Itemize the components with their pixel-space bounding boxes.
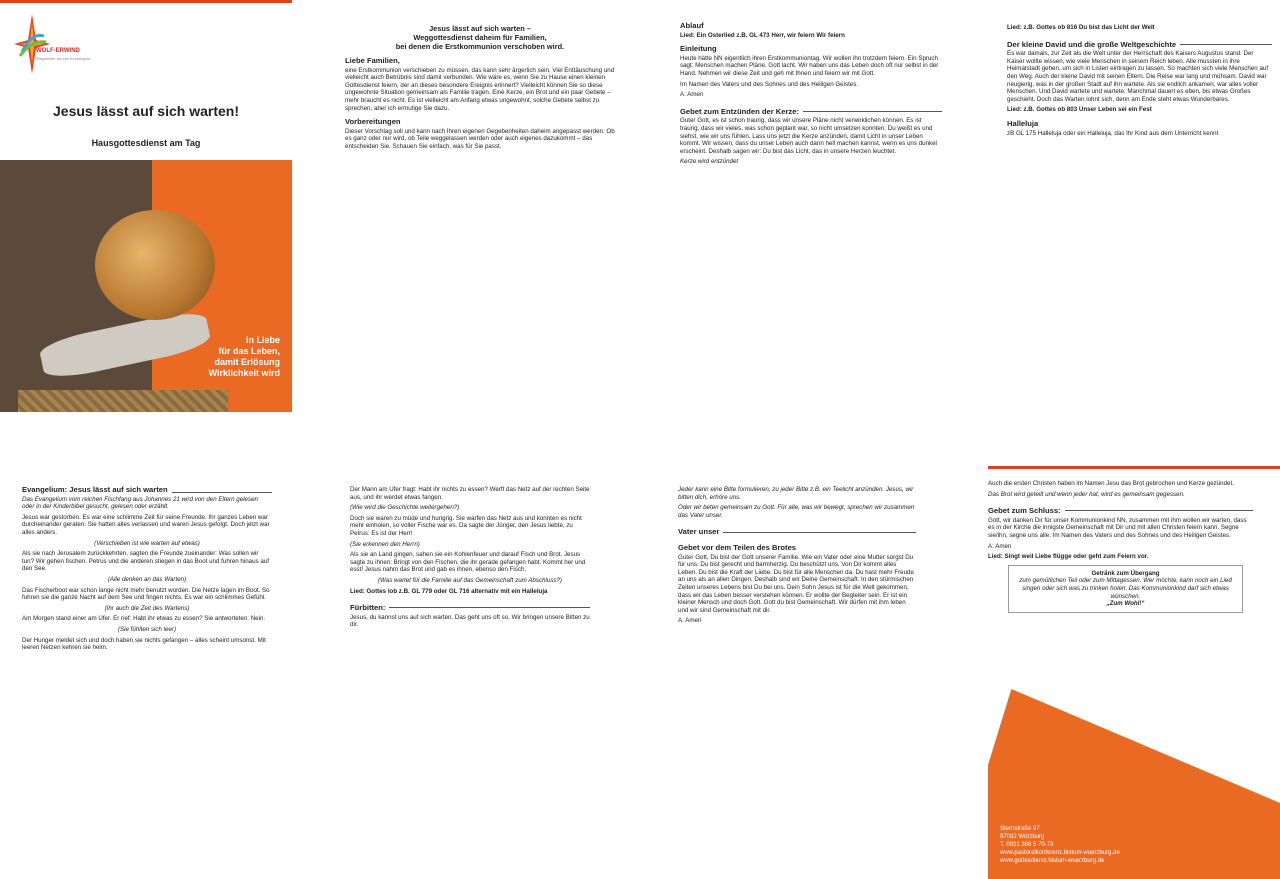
amen-2: A: Amen [678,617,702,625]
gospel-heading: Evangelium: Jesus lässt auf sich warten [22,486,168,494]
bread-prayer-heading: Gebet vor dem Teilen des Brotes [678,542,797,552]
introduction-text: Heute hätte NN eigentlich ihren Erstkommuniontag. Wir wollen ihn trotzdem feiern. Ein Spruch sagt: Menschen machen Pläne, Gott lacht. Wir haben uns das Leben doch oft nur selbst in der Hand. Nehmen wir diese Zeit und geh mit Ihnen und feiern wir mit Gott. [680,54,939,77]
closing-page [988,466,1280,879]
preparation-text: Dieser Vorschlag soll und kann nach Ihren eigenen Gegebenheiten daheim angepasst werden. Ob es ganz oder nur wird, ob Teile weggelassen werden oder auch eigenes dazukommt – das entscheiden Sie. Schauen Sie einfach, was für Sie passt. [345,127,615,150]
intercessions-text: Jesus, du kannst uns auf sich warten. Das geht uns oft so. Wir bringen unsere Bitten zu dir. [350,613,590,629]
our-father-intro: Oder wir beten gemeinsam zu Gott. Für alle, was wir bewegt, sprechen wir zusammen das Vater unser. [678,504,915,519]
song-3: Lied: z.B. Gottes ob 803 Unser Leben sei ein Fest [1007,106,1152,114]
preparation-heading: Vorbereitungen [345,117,401,127]
heading-rule [172,488,272,493]
address-phone: T. 0931 386 5 70-73 [1000,842,1054,848]
gospel-reflection-4: (Sie fühlten sich leer) [117,625,177,633]
gospel-page [22,486,272,866]
gospel-cont-reflection-3: (Was wartet für die Familie auf das Gemeinschaft zum Abschluss?) [378,576,562,584]
bread-shape [95,210,215,320]
heading-line-1: Jesus lässt auf sich warten – [429,24,531,33]
our-father-heading: Vater unser [678,527,720,537]
address-street: Sternstraße 97 [1000,826,1040,832]
heading-rule [723,528,916,533]
address-website-1[interactable]: www.pastoralkonferenz.bistum-wuerzburg.de [1000,850,1120,856]
gospel-cont-reflection-1: (Wie wird die Geschichte weitergehen?) [350,504,460,512]
heading-rule [803,107,942,112]
gospel-cont-text-2: Doch sie waren zu müde und hungrig. Sie warfen das Netz aus und konnten es nicht mehr einholen, so voller Fische war es. Da sagte der Jünger, den Jesus liebte, zu Petrus: Es ist der Herr! [350,514,582,537]
logo-icon [10,12,54,76]
logo-subtext: Wegweiser durchs Kirchenjahr [36,56,91,61]
song-4: Lied: Gottes lob z.B. GL 779 oder GL 716 alternativ mit ein Halleluja [350,587,548,595]
gospel-text-2: Als sie nach Jerusalem zurückkehrten, sagten die Freunde zueinander: Was sollen wir tun? Wir gehen fischen. Petrus und die anderen stiegen in das Boot und fuhren hinaus auf den See. [22,550,269,573]
greeting-text: eine Erstkommunion verschieben zu müssen, das kann sehr ärgerlich sein. Viel Enttäuschung und vielleicht auch Betrübnis sind damit verbunden. Wie wäre es, wenn Sie zu Hause einen kleinen Gottesdienst feiern, der an dieses besondere Ereignis erinnert? Vielleicht können Sie so diese ungewohnte Situation gemeinsam als Familie tragen. Eine Kerze, ein Brot und ein paar Gebete – mehr braucht es nicht. Es ist vielleicht am Anfang etwas ungewohnt, solche Gebete selbst zu sprechen, aber ich ermutige Sie dazu. [345,66,615,112]
intro-heading [345,24,615,51]
gospel-text-4: Am Morgen stand einer am Ufer. Er rief: Habt ihr etwas zu essen? Sie antworteten: Nein. [22,615,266,623]
quote-line-4: Wirklichkeit wird [208,368,280,378]
address-block [1000,825,1120,865]
gospel-text-5: Der Hunger meldet sich und doch haben sie nichts gefangen – alles scheint umsonst. Mit leeren Netzen kehren sie heim. [22,636,266,652]
bread-prayer-text: Guter Gott, Du bist der Gott unserer Familie. Wie ein Vater oder eine Mutter sorgst Du für uns. Du bist gerecht und barmherzig. Du beschützt uns. Von Dir kommt alles Leben. Du bist die Kraft der Liebe. Du bist für alle Menschen da. Du hast mehr Freude an uns als an allen Dingen. Deshalb sind wir Deine Gemeinschaft. In den stürmischen Zeiten unseres Lebens bist Du bei uns. Dein Sohn Jesus ist für die Welt gekommen, dass wir das Leben besser verstehen können. Er wollte der Begleiter sein. Er ist ein kleiner Mensch und doch Gott. Gott du bist Gemeinschaft. Wir dürfen mit ihm leben und wir sind Gemeinschaft mit dir. [678,553,914,614]
candle-lit-note: Kerze wird entzündet [680,158,739,166]
closing-prayer-text: Gott, wir danken Dir für unser Kommunionkind NN, zusammen mit ihm wollen wir warten, dass es in der Kirche die innigste Gemeinschaft mit Dir und mit allen Christen feiern kann. Segne sie/ihn, segne uns alle. Im Namen des Vaters und des Sohnes und des Heiligen Geistes. [988,516,1247,539]
halleluja-heading: Halleluja [1007,118,1039,128]
closing-content [988,480,1253,613]
quote-line-1: In Liebe [245,335,280,345]
cheers-text: „Zum Wohl!“ [1106,600,1145,608]
candle-prayer-heading: Gebet zum Entzünden der Kerze: [680,106,799,116]
top-rule [988,466,1280,469]
transition-text: zum gemütlichen Teil oder zum Mittagessen. Wer möchte, kann noch ein Lied singen oder sich was zu trinken holen. Das Kommunionkind darf sich etwas wünschen. [1019,577,1232,600]
candle-prayer: Guter Gott, es ist schon traurig, dass wir unsere Pläne nicht verwirklichen können. Es ist traurig, dass wir vieles, was schon geplant war, so nicht umsetzen konnten. Du weißt es und siehst, wie wir uns fühlen. Lass uns jetzt die Kerze anzünden, damit Licht in unser Leben kommt. Wir wissen, dass du unser Leben auch dann hell machen kannst, wenn es uns dunkel erscheint. Deshalb sagen wir: Du bist das Licht, das in unsere Herzen leuchtet. [680,117,937,155]
cover-quote [209,335,280,379]
heading-line-3: bei denen die Erstkommunion verschoben wird. [395,42,565,51]
prayer-page [678,486,916,866]
cover-subtitle: Hausgottesdienst am Tag [91,138,201,148]
cover-page [0,0,295,420]
closing-prayer-heading: Gebet zum Schluss: [988,506,1061,516]
top-rule [0,0,292,3]
gospel-cont-reflection-2: (Sie erkennen den Herrn) [350,540,420,548]
story-heading: Der kleine David und die große Weltgeschichte [1007,39,1177,49]
address-website-2[interactable]: www.gottesdienst.bistum-wuerzburg.de [1000,858,1105,864]
quote-line-2: für das Leben, [218,346,280,356]
logo-text: WOLF·ERWIND [36,48,80,54]
gospel-reflection-1: (Verschieben ist wie warten auf etwas) [94,539,200,547]
introduction-heading: Einleitung [680,44,717,54]
order-heading: Ablauf [680,22,704,30]
closing-text-1: Auch die ersten Christen haben im Namen Jesu das Brot gebrochen und Kerze gezündet. [988,480,1234,487]
gospel-cont-text-1: Der Mann am Ufer fragt: Habt ihr nichts zu essen? Werft das Netz auf der rechten Seite aus, und ihr werdet etwas fangen. [350,486,590,501]
transition-box [1008,565,1243,613]
intercession-instructions: Jeder kann eine Bitte formulieren, zu jeder Bitte z.B. ein Teelicht anzünden. Jesus, wir bitten dich, erhöre uns. [678,486,914,501]
song-2: Lied: z.B. Gottes ob 816 Du bist das Licht der Welt [1007,24,1155,31]
gospel-reflection-3: (Ihr auch die Zeit des Wartens) [104,604,190,612]
gospel-continued-page [350,486,590,866]
halleluja-text: zB GL 175 Halleluja oder ein Halleluja, das Ihr Kind aus dem Unterricht kennt [1007,129,1219,137]
cover-title: Jesus lässt auf sich warten! [53,103,239,119]
heading-line-2: Weggottesdienst daheim für Familien, [413,33,547,42]
intro-page [345,24,615,444]
order-page [680,22,942,442]
song-5: Lied: Singt weil Liebe flügge oder geht zum Feiern vor. [988,553,1149,561]
gospel-reflection-2: (Alle denken an das Warten) [107,575,187,583]
heading-rule [389,603,590,608]
heading-rule [1180,40,1272,45]
cross-sign: Im Namen des Vaters und des Sohnes und des Heiligen Geistes. [680,80,859,88]
story-text: Es war damals, zur Zeit als die Welt unter der Herrschaft des Kaisers Augustus stand. Der Kaiser wollte wissen, wie viele Menschen in seinem Reich leben. Alle mussten in ihre Heimatstadt gehen, um sich in Listen eintragen zu lassen. So machten sich viele Menschen auf den Weg. Auch der kleine David mit seinen Eltern. Die Reise war lang und mühsam. David war neugierig, was in der großen Stadt auf ihn wartete. Als sie endlich ankamen, war alles voller Menschen. Und David wartete und wartete. Manchmal dauert es eben, bis etwas Großes geschieht. Doch das Warten lohnt sich, denn am Ende steht etwas Wunderbares. [1007,50,1269,103]
story-page [1007,24,1272,444]
amen-3: A: Amen [988,542,1012,550]
quote-line-3: damit Erlösung [214,357,280,367]
transition-heading: Getränk zum Übergang [1091,569,1160,577]
song-1: Lied: Ein Osterlied z.B. GL 473 Herr, wir feiern Wir feiern [680,31,845,39]
gospel-text-1: Jesus war gestorben. Es war eine schlimme Zeit für seine Freunde. Ihr ganzes Leben war durcheinander geraten. Sie hatten alles verlassen und waren Jesus gefolgt. Doch jetzt war alles anders. [22,513,270,536]
gospel-text-3: Das Fischerboot war schon lange nicht mehr benutzt worden. Die Netze lagen im Boot. So fuhren sie die ganze Nacht auf dem See und fingen nichts. Es war ein schlimmes Gefühl. [22,586,270,602]
heading-rule [1065,506,1253,511]
gospel-cont-text-3: Als sie an Land gingen, sahen sie ein Kohlenfeuer und darauf Fisch und Brot. Jesus sagte zu ihnen: Bringt von den Fischen, die ihr gerade gefangen habt. Kommt her und esst! Jesus nahm das Brot und gab es ihnen, ebenso den Fisch. [350,551,586,574]
cover-photo [0,160,292,412]
address-city: 97082 Würzburg [1000,834,1045,840]
intercessions-heading: Fürbitten: [350,603,386,613]
amen-1: A: Amen [680,91,704,99]
gospel-intro: Das Evangelium vom reichen Fischfang aus Johannes 21 wird von den Eltern gelesen oder in der Kinderbibel gesucht, gelesen oder erzählt. [22,495,258,511]
greeting-heading: Liebe Familien, [345,56,400,65]
closing-text-2: Das Brot wird geteilt und wenn jeder hat, wird es gemeinsam gegessen. [988,490,1185,498]
basket-shape [18,390,228,412]
